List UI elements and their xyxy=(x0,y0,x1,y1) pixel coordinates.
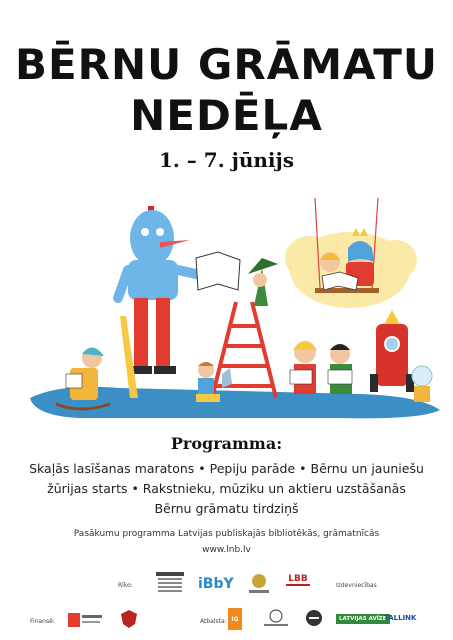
culture-capital-foundation-logo xyxy=(68,611,102,629)
lbb-logo xyxy=(286,574,310,586)
illustration xyxy=(0,198,453,424)
rocket xyxy=(370,310,414,392)
ig-logo xyxy=(228,608,242,630)
green-elf xyxy=(248,258,278,306)
programme-line: Bērnu grāmatu tirdziņš xyxy=(154,501,299,516)
funder-label: Finansē: xyxy=(30,618,55,625)
latvijas-avize-logo xyxy=(336,614,390,624)
media-partner-logo xyxy=(304,608,324,628)
tallink-logo-text: TALLINK xyxy=(384,614,417,622)
poster-title-line2: NEDĒĻA xyxy=(130,91,323,140)
ministry-crest-logo xyxy=(246,572,272,596)
astronaut-child xyxy=(412,366,432,402)
event-dates: 1. – 7. jūnijs xyxy=(158,148,295,172)
programme-heading: Programma: xyxy=(170,434,283,453)
ministry-of-culture-logo xyxy=(118,608,140,630)
reading-children-right xyxy=(290,341,352,394)
ibby-logo: iBbY xyxy=(198,576,234,592)
sponsor-emblem-logo xyxy=(262,608,290,628)
programme-line: Skaļās lasīšanas maratons • Pepiju parāde • Bērnu un jauniešu xyxy=(29,461,424,476)
robot-character xyxy=(118,206,205,398)
ig-logo-text: IG xyxy=(231,616,239,623)
publishers-label: Izdevniecības xyxy=(336,582,377,589)
lbb-logo-text: LBB xyxy=(286,574,310,586)
red-ladder xyxy=(212,302,276,398)
programme-line: žūrijas starts • Rakstnieku, mūziku un aktieru uzstāšanās xyxy=(47,481,406,496)
tallink-logo xyxy=(384,614,416,622)
open-book xyxy=(196,252,240,290)
website-link[interactable]: www.lnb.lv xyxy=(202,545,251,555)
national-library-logo xyxy=(152,572,188,596)
support-label: Atbalsta: xyxy=(200,618,227,625)
organizer-label: Rīko: xyxy=(118,582,133,589)
programme-info: Pasākumu programma Latvijas publiskajās bibliotēkās, grāmatnīcās xyxy=(73,529,380,539)
poster-title-line1: BĒRNU GRĀMATU xyxy=(14,40,439,89)
latvijas-avize-logo-text: LATVIJAS AVĪZE xyxy=(339,616,387,622)
